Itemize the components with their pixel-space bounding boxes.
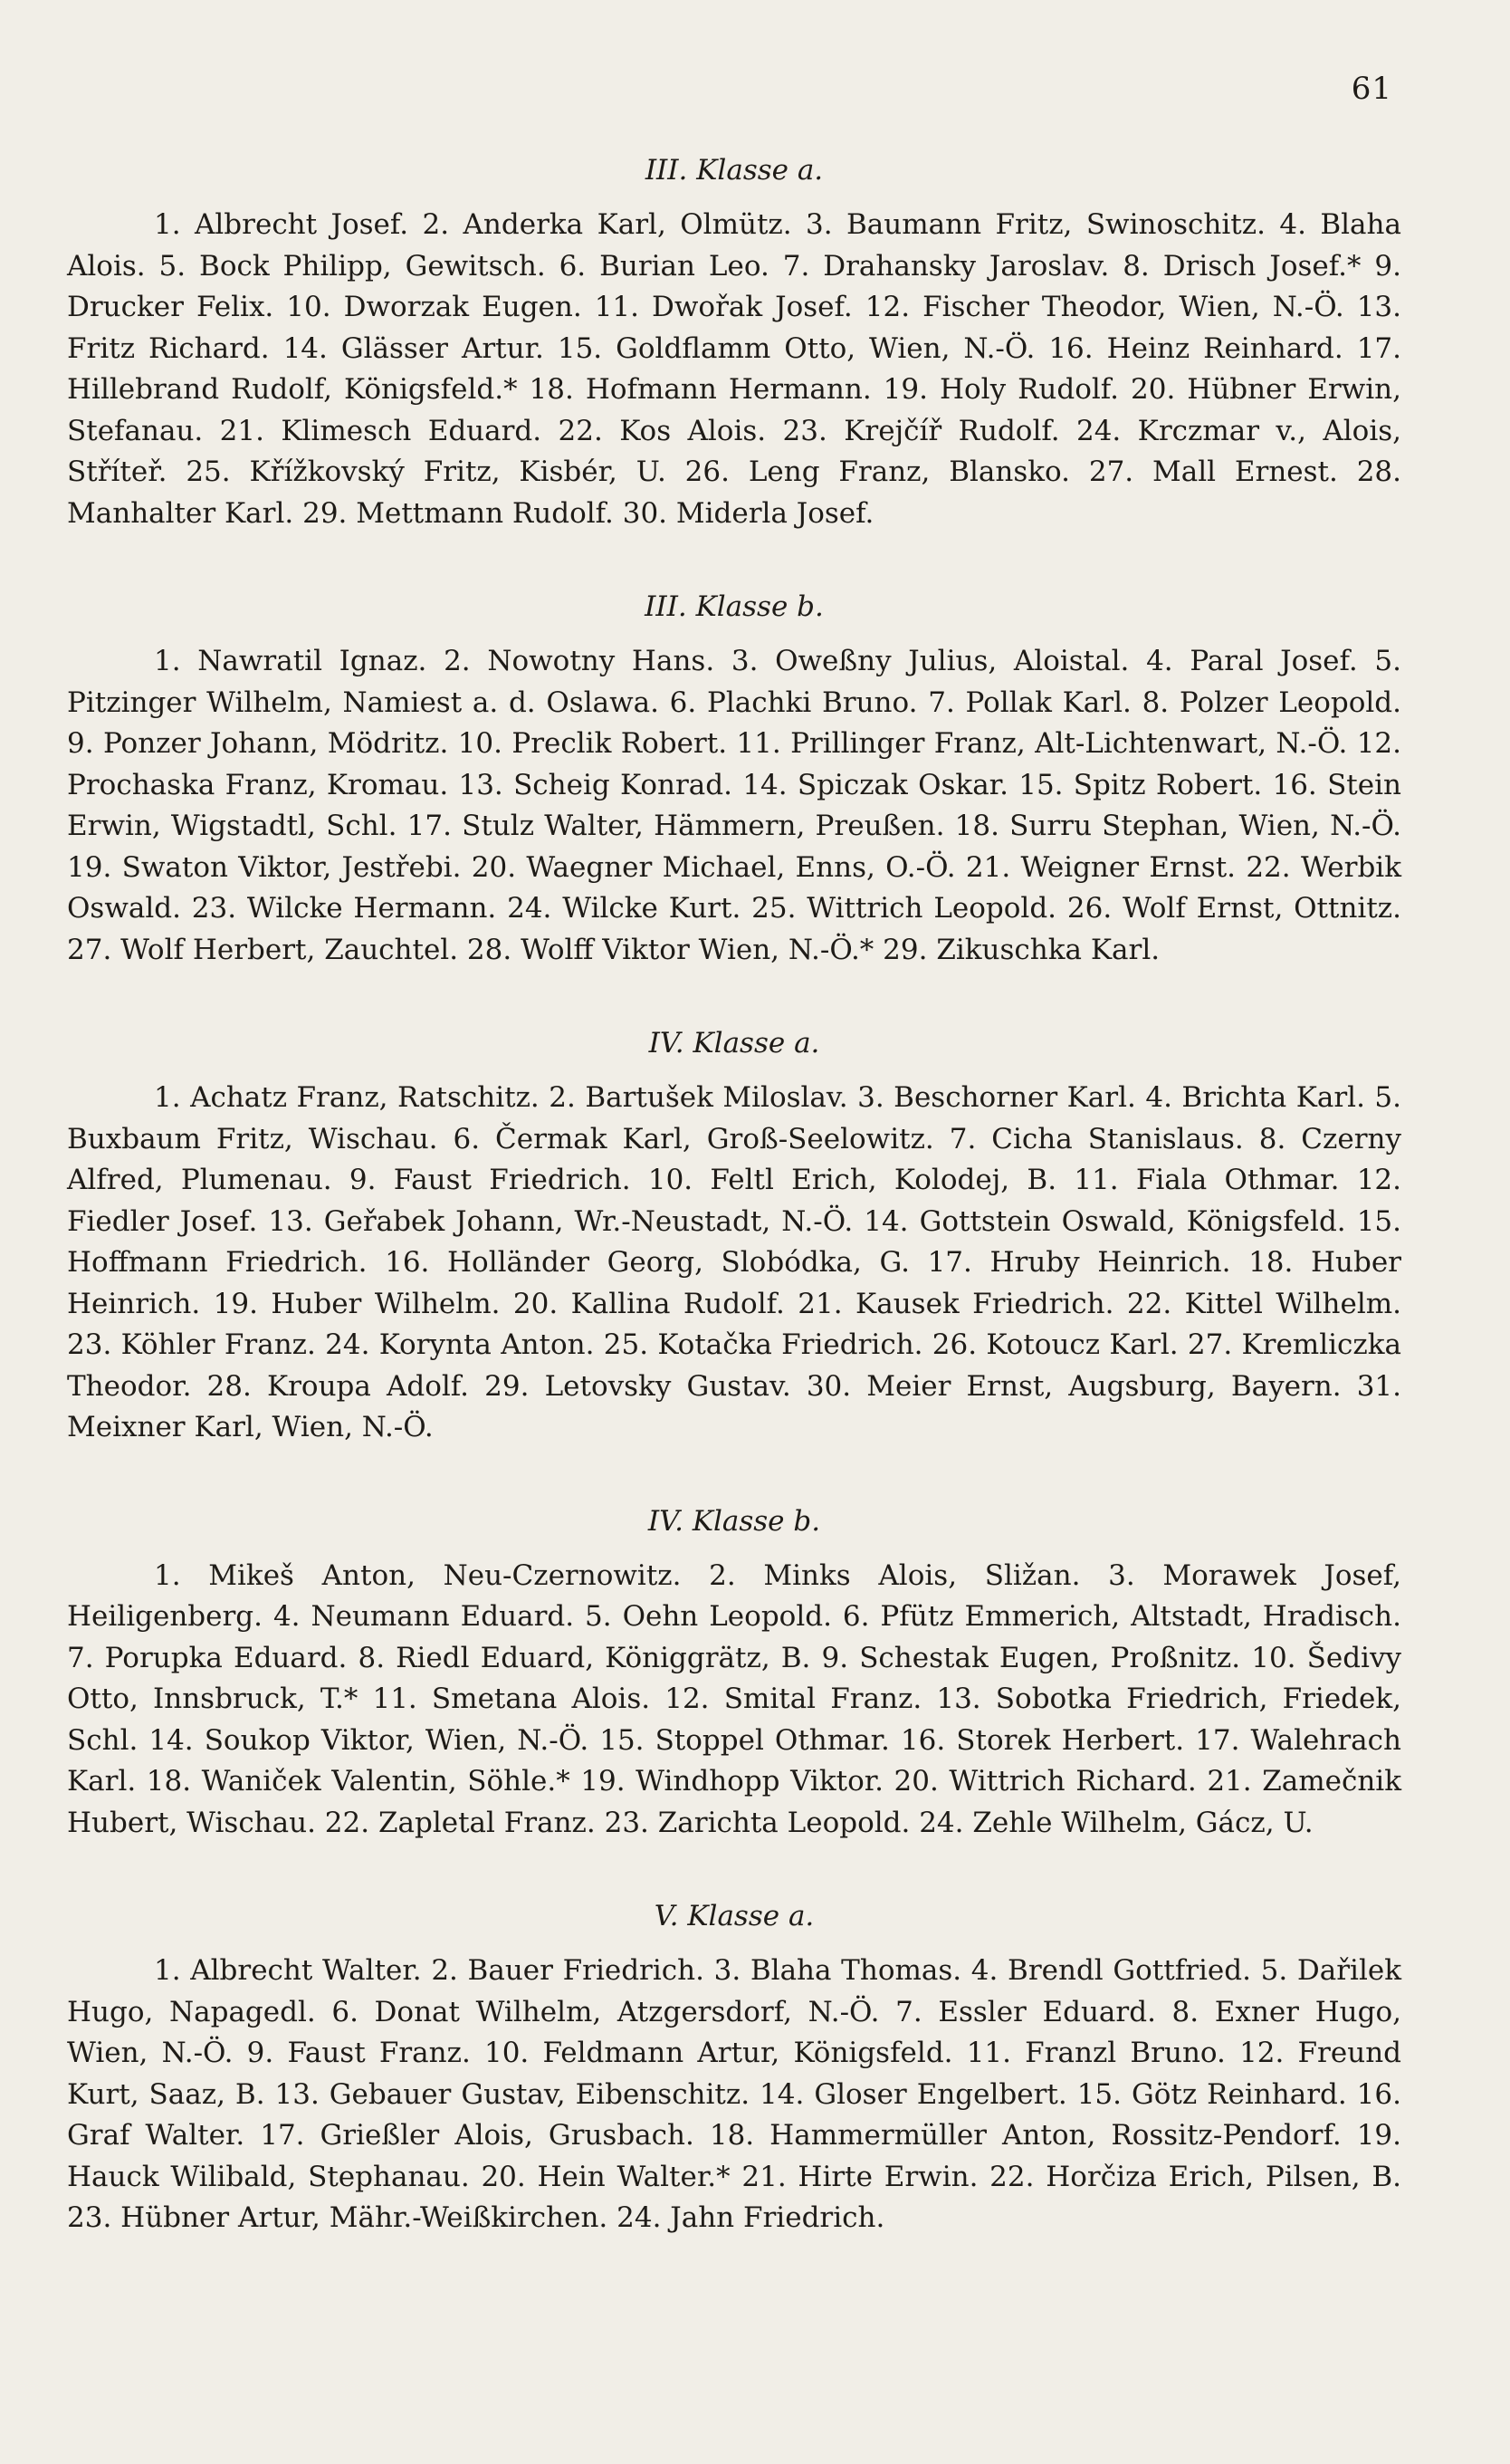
section-text: 1. Albrecht Walter. 2. Bauer Friedrich. 3. Blaha Thomas. 4. Brendl Gottfried. 5. Dařilek Hugo, Napagedl. 6. Donat Wilhelm, Atzgersdorf, N.-Ö. 7. Essler Eduard. 8. Exner Hugo, Wien, N.-Ö. 9. Faust Franz. 10. Feldmann Artur, Königsfeld. 11. Franzl Bruno. 12. Freund Kurt, Saaz, B. 13. Gebauer Gustav, Eibenschitz. 14. Gloser Engelbert. 15. Götz Reinhard. 16. Graf Walter. 17. Grießler Alois, Grusbach. 18. Hammermüller Anton, Rossitz-Pendorf. 19. Hauck Wilibald, Stephanau. 20. Hein Walter.* 21. Hirte Erwin. 22. Horčiza Erich, Pilsen, B. 23. Hübner Artur, Mähr.-Weißkirchen. 24. Jahn Friedrich. <box>67 1954 1401 2234</box>
section-3b <box>67 590 1401 971</box>
section-title: V. Klasse a. <box>654 1900 815 1932</box>
section-5a <box>67 1900 1401 2239</box>
document-body <box>67 154 1401 2296</box>
section-3a <box>67 154 1401 534</box>
section-title: III. Klasse a. <box>645 154 824 187</box>
section-title: IV. Klasse b. <box>647 1504 821 1538</box>
page-number: 61 <box>1351 71 1392 107</box>
section-text: 1. Albrecht Josef. 2. Anderka Karl, Olmütz. 3. Baumann Fritz, Swinoschitz. 4. Blaha Alois. 5. Bock Philipp, Gewitsch. 6. Burian Leo. 7. Drahansky Jaroslav. 8. Drisch Josef.* 9. Drucker Felix. 10. Dworzak Eugen. 11. Dwořak Josef. 12. Fischer Theodor, Wien, N.-Ö. 13. Fritz Richard. 14. Glässer Artur. 15. Goldflamm Otto, Wien, N.-Ö. 16. Heinz Reinhard. 17. Hillebrand Rudolf, Königsfeld.* 18. Hofmann Hermann. 19. Holy Rudolf. 20. Hübner Erwin, Stefanau. 21. Klimesch Eduard. 22. Kos Alois. 23. Krejčíř Rudolf. 24. Krczmar v., Alois, Stříteř. 25. Křížkovský Fritz, Kisbér, U. 26. Leng Franz, Blansko. 27. Mall Ernest. 28. Manhalter Karl. 29. Mettmann Rudolf. 30. Miderla Josef. <box>67 208 1401 530</box>
section-title: III. Klasse b. <box>645 590 824 623</box>
section-4b <box>67 1505 1401 1845</box>
section-4a <box>67 1027 1401 1449</box>
section-text: 1. Mikeš Anton, Neu-Czernowitz. 2. Minks Alois, Sližan. 3. Morawek Josef, Heiligenberg. 4. Neumann Eduard. 5. Oehn Leopold. 6. Pfütz Emmerich, Altstadt, Hradisch. 7. Porupka Eduard. 8. Riedl Eduard, Königgrätz, B. 9. Schestak Eugen, Proßnitz. 10. Šedivy Otto, Innsbruck, T.* 11. Smetana Alois. 12. Smital Franz. 13. Sobotka Friedrich, Friedek, Schl. 14. Soukop Viktor, Wien, N.-Ö. 15. Stoppel Othmar. 16. Storek Herbert. 17. Walehrach Karl. 18. Waniček Valentin, Söhle.* 19. Windhopp Viktor. 20. Wittrich Richard. 21. Zamečnik Hubert, Wischau. 22. Zapletal Franz. 23. Zarichta Leopold. 24. Zehle Wilhelm, Gácz, U. <box>67 1558 1401 1839</box>
section-text: 1. Achatz Franz, Ratschitz. 2. Bartušek Miloslav. 3. Beschorner Karl. 4. Brichta Karl. 5. Buxbaum Fritz, Wischau. 6. Čermak Karl, Groß-Seelowitz. 7. Cicha Stanislaus. 8. Czerny Alfred, Plumenau. 9. Faust Friedrich. 10. Feltl Erich, Kolodej, B. 11. Fiala Othmar. 12. Fiedler Josef. 13. Geřabek Johann, Wr.-Neustadt, N.-Ö. 14. Gottstein Oswald, Königsfeld. 15. Hoffmann Friedrich. 16. Holländer Georg, Slobódka, G. 17. Hruby Heinrich. 18. Huber Heinrich. 19. Huber Wilhelm. 20. Kallina Rudolf. 21. Kausek Friedrich. 22. Kittel Wilhelm. 23. Köhler Franz. 24. Korynta Anton. 25. Kotačka Friedrich. 26. Kotoucz Karl. 27. Kremliczka Theodor. 28. Kroupa Adolf. 29. Letovsky Gustav. 30. Meier Ernst, Augsburg, Bayern. 31. Meixner Karl, Wien, N.-Ö. <box>67 1081 1401 1443</box>
section-text: 1. Nawratil Ignaz. 2. Nowotny Hans. 3. Oweßny Julius, Aloistal. 4. Paral Josef. 5. Pitzinger Wilhelm, Namiest a. d. Oslawa. 6. Plachki Bruno. 7. Pollak Karl. 8. Polzer Leopold. 9. Ponzer Johann, Mödritz. 10. Preclik Robert. 11. Prillinger Franz, Alt-Lichtenwart, N.-Ö. 12. Prochaska Franz, Kromau. 13. Scheig Konrad. 14. Spiczak Oskar. 15. Spitz Robert. 16. Stein Erwin, Wigstadtl, Schl. 17. Stulz Walter, Hämmern, Preußen. 18. Surru Stephan, Wien, N.-Ö. 19. Swaton Viktor, Jestřebi. 20. Waegner Michael, Enns, O.-Ö. 21. Weigner Ernst. 22. Werbik Oswald. 23. Wilcke Hermann. 24. Wilcke Kurt. 25. Wittrich Leopold. 26. Wolf Ernst, Ottnitz. 27. Wolf Herbert, Zauchtel. 28. Wolff Viktor Wien, N.-Ö.* 29. Zikuschka Karl. <box>67 645 1401 966</box>
section-title: IV. Klasse a. <box>648 1027 820 1059</box>
